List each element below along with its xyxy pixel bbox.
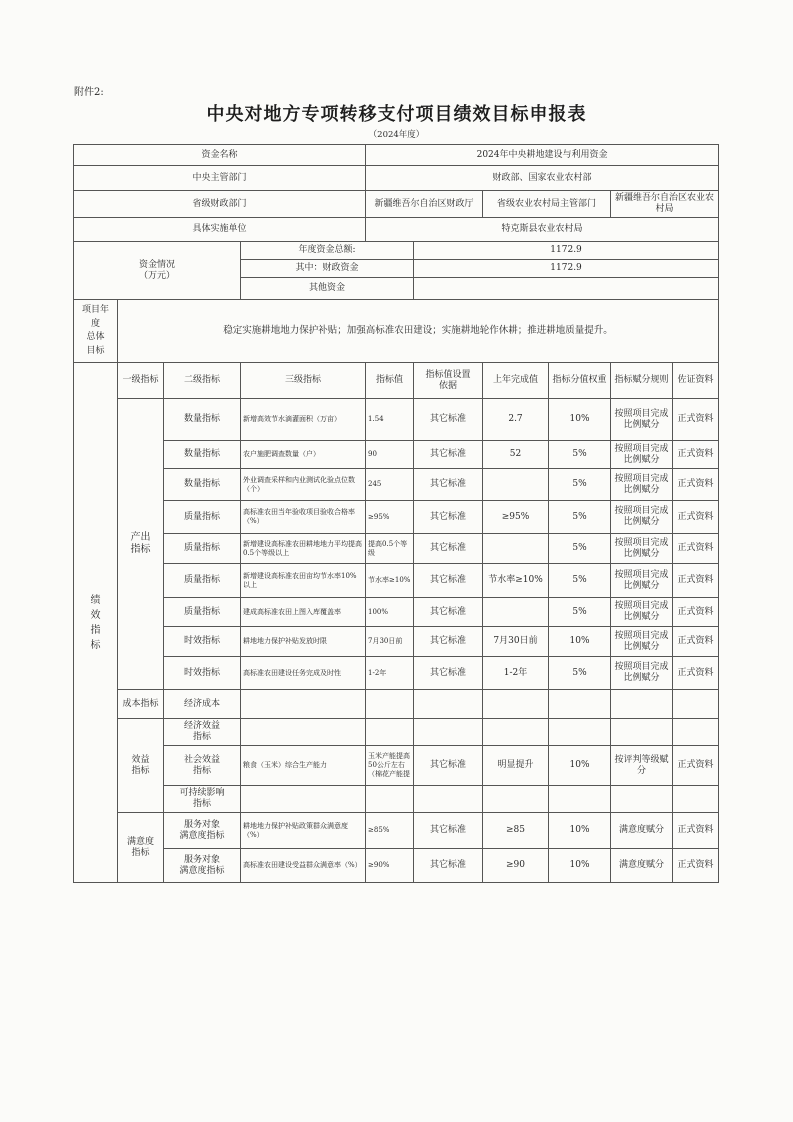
l3-indicator: 高标准农田当年验收项目验收合格率（%） <box>241 501 366 534</box>
value-basis: 其它标准 <box>414 598 483 627</box>
column-header: 指标值设置 依据 <box>414 363 483 399</box>
table-row <box>74 627 719 657</box>
l3-indicator: 新增高效节水滴灌面积（万亩） <box>241 399 366 441</box>
evidence: 正式资料 <box>673 441 719 469</box>
column-header: 指标赋分规则 <box>611 363 673 399</box>
indicator-value: 提高0.5个等级 <box>366 534 414 564</box>
last-year-value <box>483 598 549 627</box>
l2-indicator: 数量指标 <box>164 441 241 469</box>
score-weight: 5% <box>549 501 611 534</box>
l2-indicator: 经济成本 <box>164 690 241 719</box>
provincial-finance-value: 新疆维吾尔自治区财政厅 <box>366 191 483 218</box>
evidence: 正式资料 <box>673 746 719 786</box>
evidence: 正式资料 <box>673 469 719 501</box>
indicator-value: ≥85% <box>366 813 414 849</box>
table-row <box>74 690 719 719</box>
evidence: 正式资料 <box>673 657 719 690</box>
empty-cell <box>241 690 366 719</box>
evidence: 正式资料 <box>673 399 719 441</box>
table-row <box>74 746 719 786</box>
table-row <box>74 564 719 598</box>
empty-cell <box>366 719 414 746</box>
last-year-value: ≥95% <box>483 501 549 534</box>
last-year-value: ≥85 <box>483 813 549 849</box>
scoring-rule: 按评判等级赋 分 <box>611 746 673 786</box>
indicator-value: 90 <box>366 441 414 469</box>
empty-cell <box>483 690 549 719</box>
empty-cell <box>673 786 719 813</box>
l3-indicator: 农户施肥调查数量（户） <box>241 441 366 469</box>
indicator-value: 245 <box>366 469 414 501</box>
empty-cell <box>366 786 414 813</box>
column-header: 佐证资料 <box>673 363 719 399</box>
scoring-rule: 按照项目完成 比例赋分 <box>611 564 673 598</box>
scoring-rule: 按照项目完成 比例赋分 <box>611 657 673 690</box>
value-basis: 其它标准 <box>414 399 483 441</box>
column-header: 二级指标 <box>164 363 241 399</box>
l2-indicator: 服务对象 满意度指标 <box>164 813 241 849</box>
empty-cell <box>549 690 611 719</box>
empty-cell <box>483 719 549 746</box>
document-title: 中央对地方专项转移支付项目绩效目标申报表 <box>206 104 587 125</box>
l3-indicator: 新增建设高标准农田亩均节水率10%以上 <box>241 564 366 598</box>
cost-indicator-label: 成本指标 <box>118 690 164 719</box>
attachment-label: 附件2: <box>74 87 104 98</box>
impl-unit-value: 特克斯县农业农村局 <box>366 218 719 242</box>
score-weight: 5% <box>549 534 611 564</box>
indicator-value: ≥95% <box>366 501 414 534</box>
empty-cell <box>241 786 366 813</box>
scoring-rule: 按照项目完成 比例赋分 <box>611 441 673 469</box>
central-dept-value: 财政部、国家农业农村部 <box>366 166 719 191</box>
l3-indicator: 建成高标准农田上图入库覆盖率 <box>241 598 366 627</box>
score-weight: 5% <box>549 564 611 598</box>
score-weight: 10% <box>549 399 611 441</box>
score-weight: 10% <box>549 627 611 657</box>
evidence: 正式资料 <box>673 501 719 534</box>
scoring-rule: 满意度赋分 <box>611 849 673 883</box>
impl-unit-label: 具体实施单位 <box>74 218 366 242</box>
funds-other-label: 其他资金 <box>241 278 414 300</box>
l2-indicator: 数量指标 <box>164 399 241 441</box>
provincial-agri-value: 新疆维吾尔自治区农业农村局 <box>611 191 719 218</box>
indicator-value: 节水率≥10% <box>366 564 414 598</box>
score-weight: 5% <box>549 441 611 469</box>
scoring-rule: 按照项目完成 比例赋分 <box>611 501 673 534</box>
funds-total-value: 1172.9 <box>414 242 719 260</box>
table-row <box>74 534 719 564</box>
value-basis: 其它标准 <box>414 441 483 469</box>
table-row <box>74 719 719 746</box>
table-row <box>74 501 719 534</box>
l3-indicator: 高标准农田建设任务完成及时性 <box>241 657 366 690</box>
value-basis: 其它标准 <box>414 627 483 657</box>
last-year-value <box>483 469 549 501</box>
score-weight: 10% <box>549 746 611 786</box>
value-basis: 其它标准 <box>414 534 483 564</box>
empty-cell <box>414 690 483 719</box>
last-year-value: 2.7 <box>483 399 549 441</box>
scoring-rule: 按照项目完成 比例赋分 <box>611 627 673 657</box>
indicator-value: 1.54 <box>366 399 414 441</box>
fund-name-label: 资金名称 <box>74 145 366 166</box>
perf-label: 绩 效 指 标 <box>74 363 118 883</box>
value-basis: 其它标准 <box>414 564 483 598</box>
l2-indicator: 服务对象 满意度指标 <box>164 849 241 883</box>
last-year-value: 52 <box>483 441 549 469</box>
funds-label: 资金情况 （万元） <box>74 242 241 300</box>
l3-indicator: 新增建设高标准农田耕地地力平均提高0.5个等级以上 <box>241 534 366 564</box>
goal-label: 项目年 度 总体 目标 <box>74 300 118 363</box>
value-basis: 其它标准 <box>414 469 483 501</box>
indicator-value: 玉米产能提高50公斤左右（棉花产能提 <box>366 746 414 786</box>
score-weight: 5% <box>549 598 611 627</box>
funds-fiscal-label: 其中：财政资金 <box>241 260 414 278</box>
scoring-rule: 按照项目完成 比例赋分 <box>611 469 673 501</box>
last-year-value: 7月30日前 <box>483 627 549 657</box>
empty-cell <box>483 786 549 813</box>
evidence: 正式资料 <box>673 534 719 564</box>
l3-indicator: 粮食（玉米）综合生产能力 <box>241 746 366 786</box>
fund-name-value: 2024年中央耕地建设与利用资金 <box>366 145 719 166</box>
last-year-value: 明显提升 <box>483 746 549 786</box>
funds-fiscal-value: 1172.9 <box>414 260 719 278</box>
empty-cell <box>673 690 719 719</box>
last-year-value: ≥90 <box>483 849 549 883</box>
scoring-rule: 按照项目完成 比例赋分 <box>611 534 673 564</box>
table-row <box>74 849 719 883</box>
funds-other-value <box>414 278 719 300</box>
l2-indicator: 质量指标 <box>164 501 241 534</box>
evidence: 正式资料 <box>673 564 719 598</box>
empty-cell <box>549 786 611 813</box>
table-row <box>74 399 719 441</box>
evidence: 正式资料 <box>673 813 719 849</box>
table-row <box>74 469 719 501</box>
l3-indicator: 耕地地力保护补贴政策群众满意度（%） <box>241 813 366 849</box>
scoring-rule: 按照项目完成 比例赋分 <box>611 399 673 441</box>
l2-indicator: 质量指标 <box>164 564 241 598</box>
l3-indicator: 高标准农田建设受益群众满意率（%） <box>241 849 366 883</box>
indicator-value: 7月30日前 <box>366 627 414 657</box>
l2-indicator: 质量指标 <box>164 534 241 564</box>
empty-cell <box>241 719 366 746</box>
last-year-value <box>483 534 549 564</box>
value-basis: 其它标准 <box>414 657 483 690</box>
empty-cell <box>366 690 414 719</box>
year-label: （2024年度） <box>368 130 425 140</box>
value-basis: 其它标准 <box>414 813 483 849</box>
central-dept-label: 中央主管部门 <box>74 166 366 191</box>
funds-total-label: 年度资金总额: <box>241 242 414 260</box>
score-weight: 5% <box>549 657 611 690</box>
l2-indicator: 可持续影响 指标 <box>164 786 241 813</box>
provincial-finance-label: 省级财政部门 <box>74 191 366 218</box>
scoring-rule: 满意度赋分 <box>611 813 673 849</box>
empty-cell <box>611 690 673 719</box>
l2-indicator: 数量指标 <box>164 469 241 501</box>
evidence: 正式资料 <box>673 849 719 883</box>
performance-target-table <box>73 144 719 883</box>
table-row <box>74 598 719 627</box>
score-weight: 10% <box>549 813 611 849</box>
empty-cell <box>414 719 483 746</box>
l3-indicator: 耕地地力保护补贴发放时限 <box>241 627 366 657</box>
l2-indicator: 经济效益 指标 <box>164 719 241 746</box>
empty-cell <box>673 719 719 746</box>
evidence: 正式资料 <box>673 627 719 657</box>
value-basis: 其它标准 <box>414 849 483 883</box>
l2-indicator: 时效指标 <box>164 657 241 690</box>
provincial-agri-label: 省级农业农村局主管部门 <box>483 191 611 218</box>
empty-cell <box>414 786 483 813</box>
satisfaction-indicator-label: 满意度 指标 <box>118 813 164 883</box>
empty-cell <box>611 786 673 813</box>
l2-indicator: 时效指标 <box>164 627 241 657</box>
table-row <box>74 441 719 469</box>
scoring-rule: 按照项目完成 比例赋分 <box>611 598 673 627</box>
score-weight: 5% <box>549 469 611 501</box>
column-header: 三级指标 <box>241 363 366 399</box>
column-header: 上年完成值 <box>483 363 549 399</box>
value-basis: 其它标准 <box>414 746 483 786</box>
indicator-value: ≥90% <box>366 849 414 883</box>
table-row <box>74 786 719 813</box>
l2-indicator: 质量指标 <box>164 598 241 627</box>
table-row <box>74 657 719 690</box>
indicator-value: 100% <box>366 598 414 627</box>
value-basis: 其它标准 <box>414 501 483 534</box>
column-header: 指标分值权重 <box>549 363 611 399</box>
empty-cell <box>549 719 611 746</box>
evidence: 正式资料 <box>673 598 719 627</box>
benefit-indicator-label: 效益 指标 <box>118 719 164 813</box>
indicator-value: 1-2年 <box>366 657 414 690</box>
output-indicator-label: 产出 指标 <box>118 399 164 690</box>
goal-text: 稳定实施耕地地力保护补贴；加强高标准农田建设；实施耕地轮作休耕；推进耕地质量提升。 <box>118 300 719 363</box>
column-header: 一级指标 <box>118 363 164 399</box>
last-year-value: 1-2年 <box>483 657 549 690</box>
empty-cell <box>611 719 673 746</box>
score-weight: 10% <box>549 849 611 883</box>
l2-indicator: 社会效益 指标 <box>164 746 241 786</box>
l3-indicator: 外业调查采样和内业测试化验点位数（个） <box>241 469 366 501</box>
table-row <box>74 813 719 849</box>
last-year-value: 节水率≥10% <box>483 564 549 598</box>
column-header: 指标值 <box>366 363 414 399</box>
